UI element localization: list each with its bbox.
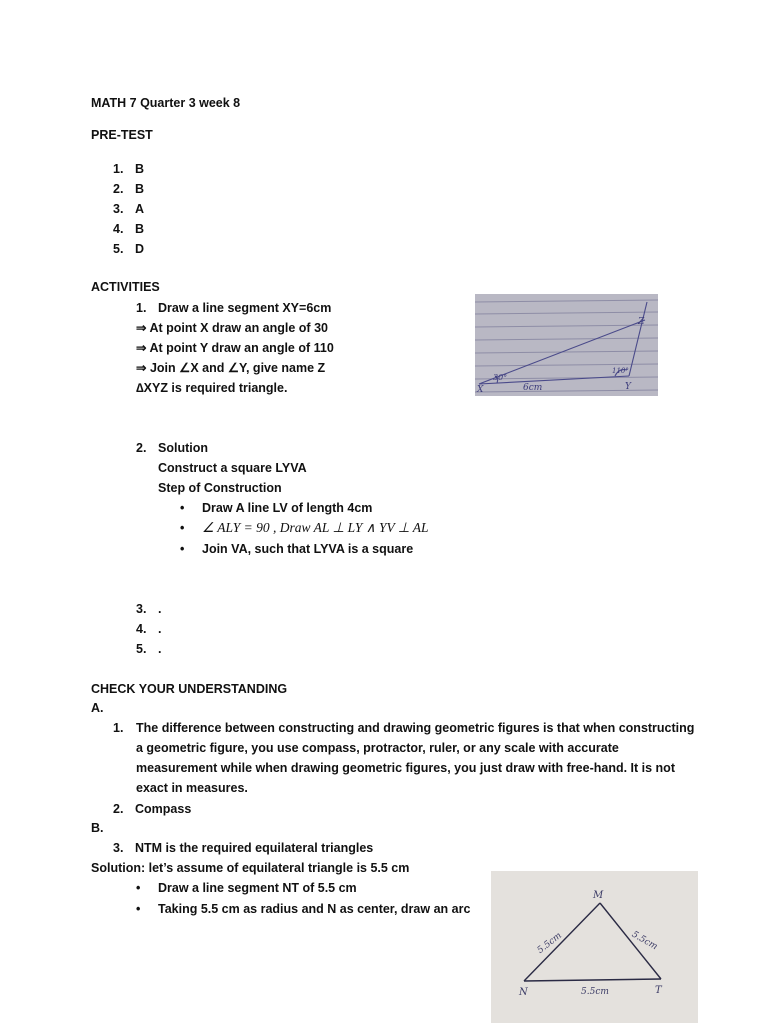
list-item: • Draw A line LV of length 4cm bbox=[180, 501, 373, 515]
activity-1-step: ⇒ Join ∠X and ∠Y, give name Z bbox=[136, 361, 326, 375]
figure-label: Z bbox=[638, 317, 645, 327]
section-b-label: B. bbox=[91, 821, 104, 835]
answer-a2: 2. Compass bbox=[113, 802, 192, 816]
bullet-icon: • bbox=[180, 501, 185, 515]
check-heading: CHECK YOUR UNDERSTANDING bbox=[91, 682, 288, 696]
bullet-icon: • bbox=[180, 542, 185, 556]
list-item: 3. . bbox=[136, 602, 162, 616]
answer-a1-line: measurement while when drawing geometric figures, you just draw with free-hand. It is not bbox=[136, 761, 675, 775]
bullet-icon: • bbox=[136, 881, 141, 895]
activity-1-title: 1. Draw a line segment XY=6cm bbox=[136, 301, 332, 315]
figure-label: 5.5cm bbox=[535, 930, 564, 956]
list-item: 4. B bbox=[113, 222, 145, 236]
figure-label: 5.5cm bbox=[629, 929, 659, 953]
bullet-icon: • bbox=[136, 902, 141, 916]
list-item: • Draw a line segment NT of 5.5 cm bbox=[136, 881, 357, 895]
list-item: • Join VA, such that LYVA is a square bbox=[180, 542, 414, 556]
list-item: 2. B bbox=[113, 182, 145, 196]
figure-label: M bbox=[593, 890, 604, 901]
figure-label: 6cm bbox=[523, 383, 543, 393]
list-item: 5. D bbox=[113, 242, 145, 256]
activity-2-line: Construct a square LYVA bbox=[158, 461, 307, 475]
list-item: • ∠ ALY = 90 , Draw AL ⊥ LY ∧ YV ⊥ AL bbox=[180, 520, 429, 535]
triangle-ntm-photo bbox=[491, 871, 698, 1023]
activity-2-title: 2. Solution bbox=[136, 441, 208, 455]
section-a-label: A. bbox=[91, 701, 104, 715]
activities-heading: ACTIVITIES bbox=[91, 280, 160, 294]
activity-1-step: ⇒ At point Y draw an angle of 110 bbox=[136, 341, 334, 355]
list-item: 5. . bbox=[136, 642, 162, 656]
figure-label: 30° bbox=[493, 373, 508, 382]
answer-a1-line: The difference between constructing and drawing geometric figures is that when constructing bbox=[136, 721, 695, 735]
answer-a1-line: a geometric figure, you use compass, protractor, ruler, or any scale with accurate bbox=[136, 741, 619, 755]
list-item: • Taking 5.5 cm as radius and N as center, draw an arc bbox=[136, 902, 471, 916]
page-title: MATH 7 Quarter 3 week 8 bbox=[91, 96, 241, 110]
figure-label: 5.5cm bbox=[581, 987, 609, 997]
figure-label: N bbox=[519, 987, 528, 998]
answer-a1-line: exact in measures. bbox=[136, 781, 248, 795]
bullet-icon: • bbox=[180, 521, 185, 535]
figure-label: 110° bbox=[612, 367, 629, 375]
solution-line: Solution: let’s assume of equilateral triangle is 5.5 cm bbox=[91, 861, 410, 875]
triangle-xyz-photo bbox=[475, 294, 658, 396]
figure-label: T bbox=[655, 985, 662, 996]
answer-b3: 3. NTM is the required equilateral triangles bbox=[113, 841, 374, 855]
answer-a1-number: 1. bbox=[113, 721, 124, 735]
figure-label: Y bbox=[625, 382, 631, 392]
activity-2-line: Step of Construction bbox=[158, 481, 282, 495]
list-item: 4. . bbox=[136, 622, 162, 636]
list-item: 3. A bbox=[113, 202, 145, 216]
list-item: 1. B bbox=[113, 162, 145, 176]
activity-1-result: ∆XYZ is required triangle. bbox=[136, 381, 288, 395]
activity-1-step: ⇒ At point X draw an angle of 30 bbox=[136, 321, 328, 335]
figure-label: X bbox=[477, 385, 484, 395]
pretest-heading: PRE-TEST bbox=[91, 128, 153, 142]
